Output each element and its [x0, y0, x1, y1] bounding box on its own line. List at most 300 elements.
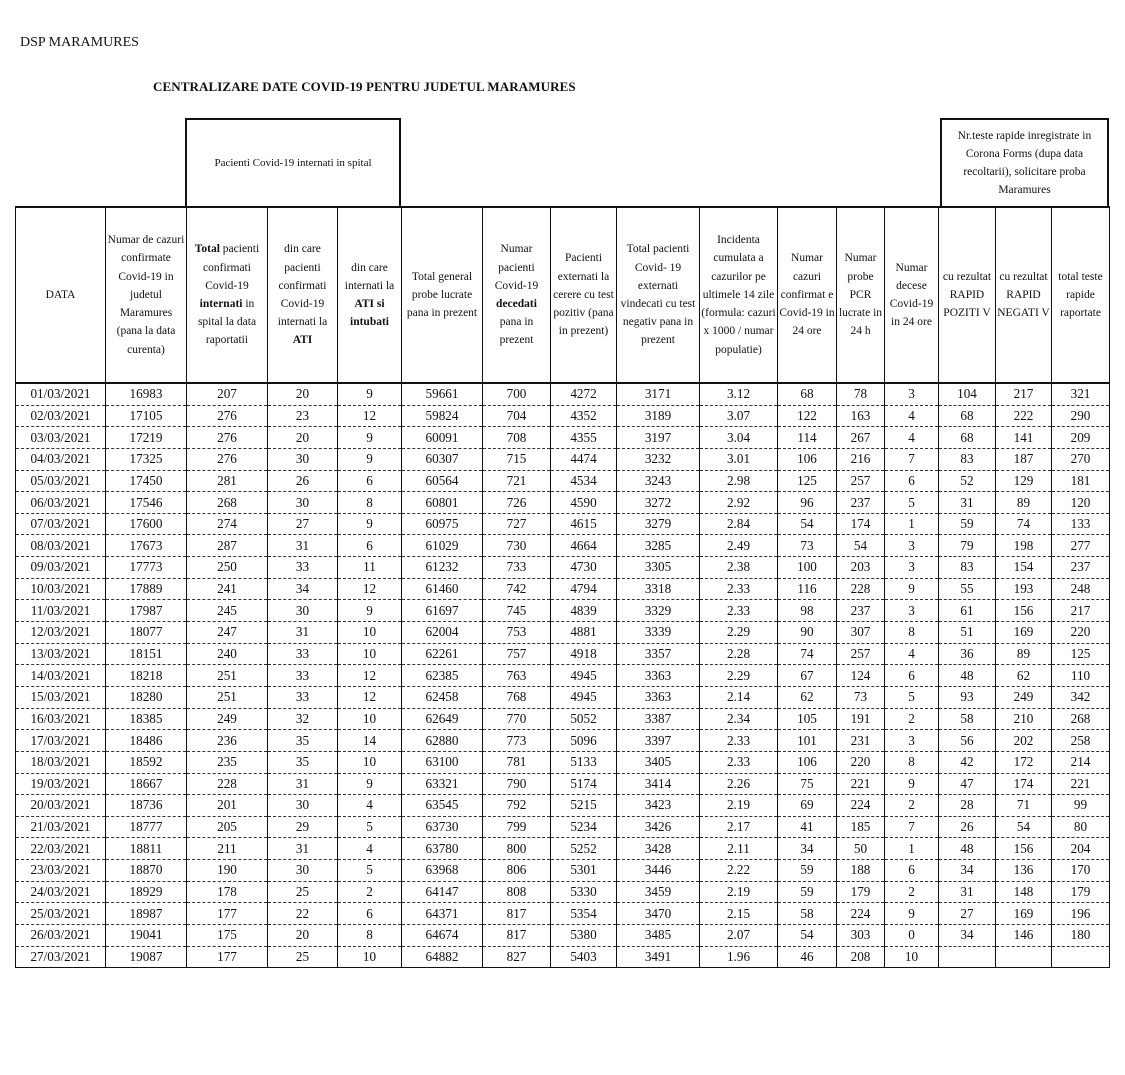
table-cell: 26 [939, 816, 996, 838]
table-cell: 268 [187, 492, 268, 514]
table-cell: 31 [268, 838, 338, 860]
table-cell: 60801 [402, 492, 483, 514]
table-cell: 154 [996, 557, 1052, 579]
table-cell: 247 [187, 622, 268, 644]
table-cell: 251 [187, 686, 268, 708]
table-row [16, 903, 1110, 925]
table-cell: 30 [268, 795, 338, 817]
table-row [16, 535, 1110, 557]
table-row [16, 686, 1110, 708]
table-cell: 210 [996, 708, 1052, 730]
table-cell: 240 [187, 643, 268, 665]
table-cell: 237 [837, 600, 885, 622]
table-cell: 287 [187, 535, 268, 557]
table-cell: 69 [778, 795, 837, 817]
table-cell: 204 [1052, 838, 1110, 860]
table-cell: 8 [338, 492, 402, 514]
table-cell: 4794 [551, 578, 617, 600]
table-cell: 342 [1052, 686, 1110, 708]
table-cell: 704 [483, 405, 551, 427]
table-cell: 241 [187, 578, 268, 600]
table-cell: 5215 [551, 795, 617, 817]
table-cell: 800 [483, 838, 551, 860]
table-cell: 62261 [402, 643, 483, 665]
table-cell: 31 [939, 492, 996, 514]
table-cell: 03/03/2021 [16, 427, 106, 449]
table-cell: 8 [338, 925, 402, 947]
table-cell: 267 [837, 427, 885, 449]
table-cell: 5 [338, 860, 402, 882]
table-cell: 30 [268, 600, 338, 622]
table-cell: 9 [885, 903, 939, 925]
table-cell: 18777 [106, 816, 187, 838]
table-cell: 61697 [402, 600, 483, 622]
table-cell: 4839 [551, 600, 617, 622]
table-cell: 193 [996, 578, 1052, 600]
table-cell: 228 [837, 578, 885, 600]
table-cell: 01/03/2021 [16, 383, 106, 405]
table-cell: 20 [268, 925, 338, 947]
table-cell: 62880 [402, 730, 483, 752]
table-cell: 268 [1052, 708, 1110, 730]
table-cell: 175 [187, 925, 268, 947]
table-cell: 799 [483, 816, 551, 838]
table-cell: 245 [187, 600, 268, 622]
table-cell: 12 [338, 578, 402, 600]
table-cell: 208 [837, 946, 885, 968]
table-cell: 2 [885, 795, 939, 817]
table-cell: 18987 [106, 903, 187, 925]
table-cell: 221 [837, 773, 885, 795]
table-cell [1052, 946, 1110, 968]
table-cell: 54 [778, 925, 837, 947]
table-row [16, 622, 1110, 644]
table-cell: 15/03/2021 [16, 686, 106, 708]
table-cell: 790 [483, 773, 551, 795]
table-cell: 2.07 [700, 925, 778, 947]
table-cell: 75 [778, 773, 837, 795]
organization-name: DSP MARAMURES [20, 35, 139, 50]
table-cell: 827 [483, 946, 551, 968]
table-cell: 257 [837, 470, 885, 492]
table-cell: 14/03/2021 [16, 665, 106, 687]
table-cell: 768 [483, 686, 551, 708]
table-cell: 73 [778, 535, 837, 557]
table-cell: 277 [1052, 535, 1110, 557]
table-cell: 73 [837, 686, 885, 708]
table-cell: 83 [939, 448, 996, 470]
table-cell: 17773 [106, 557, 187, 579]
table-cell: 62385 [402, 665, 483, 687]
covid-data-table [15, 206, 1110, 968]
table-cell: 61029 [402, 535, 483, 557]
table-cell: 6 [885, 860, 939, 882]
table-cell: 172 [996, 751, 1052, 773]
table-cell: 5174 [551, 773, 617, 795]
table-cell: 27 [939, 903, 996, 925]
table-cell: 3 [885, 600, 939, 622]
table-row [16, 492, 1110, 514]
table-cell: 237 [837, 492, 885, 514]
table-cell: 10 [338, 643, 402, 665]
table-cell: 63545 [402, 795, 483, 817]
table-cell: 181 [1052, 470, 1110, 492]
table-cell: 2.22 [700, 860, 778, 882]
table-cell: 23/03/2021 [16, 860, 106, 882]
table-cell: 4 [885, 405, 939, 427]
table-cell: 1 [885, 513, 939, 535]
table-cell: 18280 [106, 686, 187, 708]
table-cell: 3446 [617, 860, 700, 882]
table-cell: 179 [837, 881, 885, 903]
table-cell: 730 [483, 535, 551, 557]
table-cell: 61 [939, 600, 996, 622]
table-cell: 156 [996, 600, 1052, 622]
table-cell: 19087 [106, 946, 187, 968]
table-cell: 156 [996, 838, 1052, 860]
table-cell: 28 [939, 795, 996, 817]
table-cell: 64371 [402, 903, 483, 925]
table-cell: 5354 [551, 903, 617, 925]
table-cell: 726 [483, 492, 551, 514]
table-cell: 2.34 [700, 708, 778, 730]
table-cell: 2.19 [700, 795, 778, 817]
col-header-total-tests: Total general probe lucrate pana in prezent [402, 207, 483, 383]
table-cell: 5 [885, 686, 939, 708]
table-cell: 3414 [617, 773, 700, 795]
table-cell: 220 [1052, 622, 1110, 644]
col-header-rapid-total: total teste rapide raportate [1052, 207, 1110, 383]
table-cell: 27/03/2021 [16, 946, 106, 968]
rapid-tests-group-header [940, 118, 1109, 208]
table-cell: 221 [1052, 773, 1110, 795]
table-cell: 9 [338, 513, 402, 535]
table-cell: 5 [885, 492, 939, 514]
table-cell: 214 [1052, 751, 1110, 773]
table-cell: 207 [187, 383, 268, 405]
table-cell: 4 [885, 427, 939, 449]
table-cell: 4945 [551, 686, 617, 708]
table-cell: 5403 [551, 946, 617, 968]
table-cell: 792 [483, 795, 551, 817]
table-cell: 7 [885, 448, 939, 470]
table-cell: 63968 [402, 860, 483, 882]
table-cell: 17546 [106, 492, 187, 514]
table-cell: 217 [996, 383, 1052, 405]
table-cell: 29 [268, 816, 338, 838]
table-cell: 59824 [402, 405, 483, 427]
table-cell: 808 [483, 881, 551, 903]
table-cell: 63100 [402, 751, 483, 773]
table-cell: 106 [778, 448, 837, 470]
table-cell: 3318 [617, 578, 700, 600]
table-cell: 249 [187, 708, 268, 730]
table-cell: 34 [939, 860, 996, 882]
table-cell: 4352 [551, 405, 617, 427]
table-cell: 3459 [617, 881, 700, 903]
table-cell: 3 [885, 730, 939, 752]
table-cell: 4590 [551, 492, 617, 514]
table-cell: 23 [268, 405, 338, 427]
table-cell: 16/03/2021 [16, 708, 106, 730]
table-cell: 17987 [106, 600, 187, 622]
table-cell: 33 [268, 665, 338, 687]
table-cell: 174 [996, 773, 1052, 795]
rapid-tests-group-label: Nr.teste rapide inregistrate in Corona Forms (dupa data recoltarii), solicitare proba Maramures [957, 130, 1092, 196]
table-cell: 9 [885, 773, 939, 795]
table-cell: 04/03/2021 [16, 448, 106, 470]
table-cell: 22/03/2021 [16, 838, 106, 860]
table-cell: 222 [996, 405, 1052, 427]
table-cell: 6 [885, 665, 939, 687]
table-cell: 98 [778, 600, 837, 622]
table-cell: 18486 [106, 730, 187, 752]
table-cell: 19041 [106, 925, 187, 947]
table-cell: 104 [939, 383, 996, 405]
table-cell: 180 [1052, 925, 1110, 947]
hospital-group-label: Pacienti Covid-19 internati in spital [214, 156, 372, 169]
table-cell: 3470 [617, 903, 700, 925]
table-cell: 3329 [617, 600, 700, 622]
table-cell: 4272 [551, 383, 617, 405]
table-cell: 62649 [402, 708, 483, 730]
table-cell: 26/03/2021 [16, 925, 106, 947]
table-cell: 60091 [402, 427, 483, 449]
table-cell: 141 [996, 427, 1052, 449]
table-cell: 3357 [617, 643, 700, 665]
table-cell: 0 [885, 925, 939, 947]
table-cell: 60307 [402, 448, 483, 470]
table-cell: 191 [837, 708, 885, 730]
table-cell: 4945 [551, 665, 617, 687]
table-body [16, 383, 1110, 968]
table-cell: 20 [268, 427, 338, 449]
hospital-group-header [185, 118, 401, 208]
table-cell: 5234 [551, 816, 617, 838]
table-cell: 177 [187, 946, 268, 968]
table-cell: 9 [338, 448, 402, 470]
table-cell: 63321 [402, 773, 483, 795]
table-cell: 237 [1052, 557, 1110, 579]
table-cell: 19/03/2021 [16, 773, 106, 795]
table-cell: 12/03/2021 [16, 622, 106, 644]
table-cell: 249 [996, 686, 1052, 708]
table-cell: 3397 [617, 730, 700, 752]
table-cell: 3426 [617, 816, 700, 838]
table-row [16, 405, 1110, 427]
table-cell: 3491 [617, 946, 700, 968]
col-header-rapid-positive: cu rezultat RAPID POZITI V [939, 207, 996, 383]
table-cell: 250 [187, 557, 268, 579]
table-cell: 08/03/2021 [16, 535, 106, 557]
table-cell: 05/03/2021 [16, 470, 106, 492]
table-cell: 56 [939, 730, 996, 752]
table-cell: 179 [1052, 881, 1110, 903]
table-cell: 817 [483, 903, 551, 925]
table-cell: 3232 [617, 448, 700, 470]
table-cell: 2.29 [700, 665, 778, 687]
table-cell: 24/03/2021 [16, 881, 106, 903]
table-cell: 18385 [106, 708, 187, 730]
table-cell: 220 [837, 751, 885, 773]
col-header-hospitalized: Total pacienti confirmati Covid-19 internati in spital la data raportatii [187, 207, 268, 383]
table-cell: 93 [939, 686, 996, 708]
table-cell: 3272 [617, 492, 700, 514]
table-cell: 62004 [402, 622, 483, 644]
table-cell: 12 [338, 665, 402, 687]
table-cell: 6 [885, 470, 939, 492]
col-header-deceased: Numar pacienti Covid-19 decedati pana in prezent [483, 207, 551, 383]
table-cell: 274 [187, 513, 268, 535]
table-cell: 9 [338, 383, 402, 405]
table-cell: 14 [338, 730, 402, 752]
table-cell: 11 [338, 557, 402, 579]
table-cell: 745 [483, 600, 551, 622]
table-cell: 17219 [106, 427, 187, 449]
table-cell: 5380 [551, 925, 617, 947]
table-row [16, 881, 1110, 903]
table-cell: 78 [837, 383, 885, 405]
table-cell: 178 [187, 881, 268, 903]
table-cell: 33 [268, 686, 338, 708]
table-cell: 20/03/2021 [16, 795, 106, 817]
table-cell: 5133 [551, 751, 617, 773]
table-cell: 1.96 [700, 946, 778, 968]
table-cell: 68 [778, 383, 837, 405]
table-cell: 5052 [551, 708, 617, 730]
table-cell: 190 [187, 860, 268, 882]
table-cell: 36 [939, 643, 996, 665]
col-header-incidence: Incidenta cumulata a cazurilor pe ultimele 14 zile (formula: cazuri x 1000 / numar populatie) [700, 207, 778, 383]
table-cell: 3363 [617, 665, 700, 687]
table-cell: 51 [939, 622, 996, 644]
table-cell: 18077 [106, 622, 187, 644]
table-cell: 753 [483, 622, 551, 644]
table-cell: 7 [885, 816, 939, 838]
table-cell: 11/03/2021 [16, 600, 106, 622]
col-header-recovered: Total pacienti Covid- 19 externati vindecati cu test negativ pana in prezent [617, 207, 700, 383]
table-cell: 10/03/2021 [16, 578, 106, 600]
table-cell: 17/03/2021 [16, 730, 106, 752]
table-cell: 6 [338, 903, 402, 925]
table-cell: 58 [939, 708, 996, 730]
table-cell: 55 [939, 578, 996, 600]
table-cell: 3.07 [700, 405, 778, 427]
table-cell: 17600 [106, 513, 187, 535]
table-cell: 2.33 [700, 730, 778, 752]
table-cell: 17450 [106, 470, 187, 492]
table-cell: 231 [837, 730, 885, 752]
col-header-pcr-24h: Numar probe PCR lucrate in 24 h [837, 207, 885, 383]
table-cell: 110 [1052, 665, 1110, 687]
table-cell: 33 [268, 643, 338, 665]
table-cell: 22 [268, 903, 338, 925]
table-cell: 321 [1052, 383, 1110, 405]
table-row [16, 513, 1110, 535]
table-cell: 146 [996, 925, 1052, 947]
table-row [16, 578, 1110, 600]
table-cell: 4615 [551, 513, 617, 535]
table-cell: 60564 [402, 470, 483, 492]
table-cell: 21/03/2021 [16, 816, 106, 838]
table-cell: 235 [187, 751, 268, 773]
table-cell: 3285 [617, 535, 700, 557]
table-cell: 8 [885, 622, 939, 644]
table-cell: 17889 [106, 578, 187, 600]
table-header-row [16, 207, 1110, 383]
table-row [16, 643, 1110, 665]
table-row [16, 795, 1110, 817]
table-cell: 757 [483, 643, 551, 665]
table-cell: 64674 [402, 925, 483, 947]
table-cell: 174 [837, 513, 885, 535]
table-cell: 3485 [617, 925, 700, 947]
table-cell: 136 [996, 860, 1052, 882]
table-cell: 4534 [551, 470, 617, 492]
table-cell: 211 [187, 838, 268, 860]
table-cell: 4730 [551, 557, 617, 579]
table-cell: 276 [187, 427, 268, 449]
table-cell: 125 [778, 470, 837, 492]
table-cell: 06/03/2021 [16, 492, 106, 514]
table-cell: 25 [268, 881, 338, 903]
table-cell: 5252 [551, 838, 617, 860]
table-cell: 3.04 [700, 427, 778, 449]
table-cell: 708 [483, 427, 551, 449]
table-row [16, 448, 1110, 470]
table-cell: 02/03/2021 [16, 405, 106, 427]
table-row [16, 708, 1110, 730]
table-cell: 10 [338, 946, 402, 968]
table-cell: 727 [483, 513, 551, 535]
table-cell: 48 [939, 665, 996, 687]
table-cell: 62 [778, 686, 837, 708]
table-cell: 2.38 [700, 557, 778, 579]
table-cell: 2.49 [700, 535, 778, 557]
table-cell: 3 [885, 535, 939, 557]
table-cell: 42 [939, 751, 996, 773]
table-cell: 133 [1052, 513, 1110, 535]
table-cell: 9 [338, 600, 402, 622]
table-cell: 10 [338, 751, 402, 773]
table-cell: 177 [187, 903, 268, 925]
table-cell: 30 [268, 492, 338, 514]
table-cell: 41 [778, 816, 837, 838]
table-cell: 18736 [106, 795, 187, 817]
table-cell: 281 [187, 470, 268, 492]
table-cell: 9 [338, 773, 402, 795]
table-cell: 25 [268, 946, 338, 968]
table-cell: 817 [483, 925, 551, 947]
table-cell: 34 [778, 838, 837, 860]
table-cell: 60975 [402, 513, 483, 535]
table-cell: 276 [187, 405, 268, 427]
table-cell: 31 [268, 622, 338, 644]
table-cell: 9 [338, 427, 402, 449]
table-cell: 2.14 [700, 686, 778, 708]
table-cell: 3189 [617, 405, 700, 427]
table-cell: 258 [1052, 730, 1110, 752]
table-row [16, 665, 1110, 687]
table-cell: 80 [1052, 816, 1110, 838]
table-cell: 34 [939, 925, 996, 947]
table-cell: 2.92 [700, 492, 778, 514]
table-cell: 3387 [617, 708, 700, 730]
table-row [16, 427, 1110, 449]
table-cell [939, 946, 996, 968]
table-row [16, 816, 1110, 838]
table-cell: 26 [268, 470, 338, 492]
